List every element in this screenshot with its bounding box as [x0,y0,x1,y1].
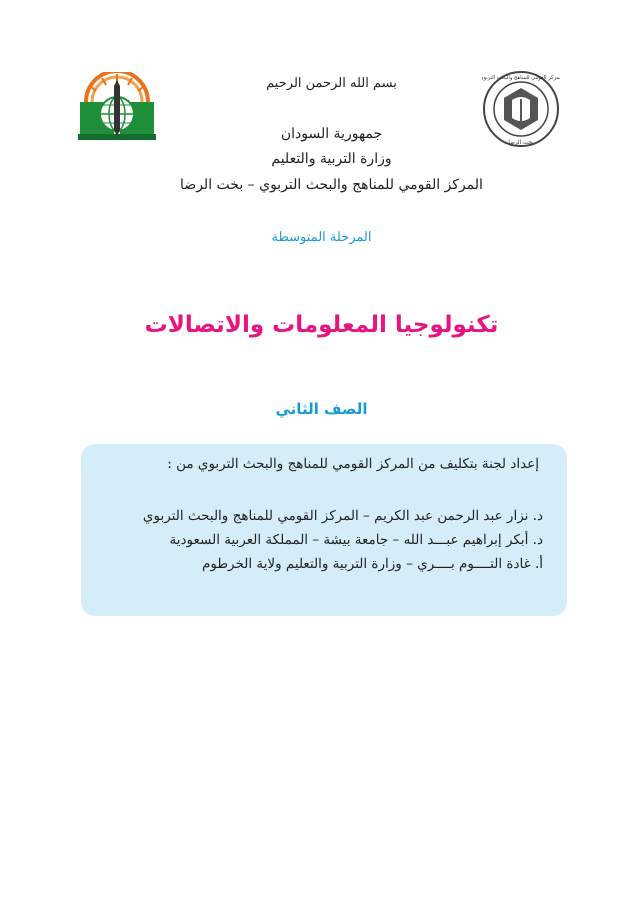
center-name: المركز القومي للمناهج والبحث التربوي – بخت الرضا [180,177,483,193]
committee-box [81,444,567,616]
author-line: د. أبكر إبراهيم عبـــد الله – جامعة بيشة – المملكة العربية السعودية [169,532,543,548]
seal-bottom-text: بخت الرضا [508,140,534,146]
author-line: أ. غادة التــــوم بــــري – وزارة التربية والتعليم ولاية الخرطوم [201,556,543,572]
seal-top-text: المركز القومي للمناهج والبحث التربوي [482,75,560,81]
country-name: جمهورية السودان [280,126,383,142]
committee-intro: إعداد لجنة بتكليف من المركز القومي للمناهج والبحث التربوي من : [167,456,539,472]
author-line: د. نزار عبد الرحمن عبد الكريم – المركز القومي للمناهج والبحث التربوي [142,508,543,524]
ministry-name: وزارة التربية والتعليم [271,151,392,167]
grade-level: الصف الثاني [275,400,368,418]
school-stage: المرحلة المتوسطة [271,230,372,245]
book-title: تكنولوجيا المعلومات والاتصالات [144,312,499,338]
basmala: بسم الله الرحمن الرحيم [266,76,397,91]
